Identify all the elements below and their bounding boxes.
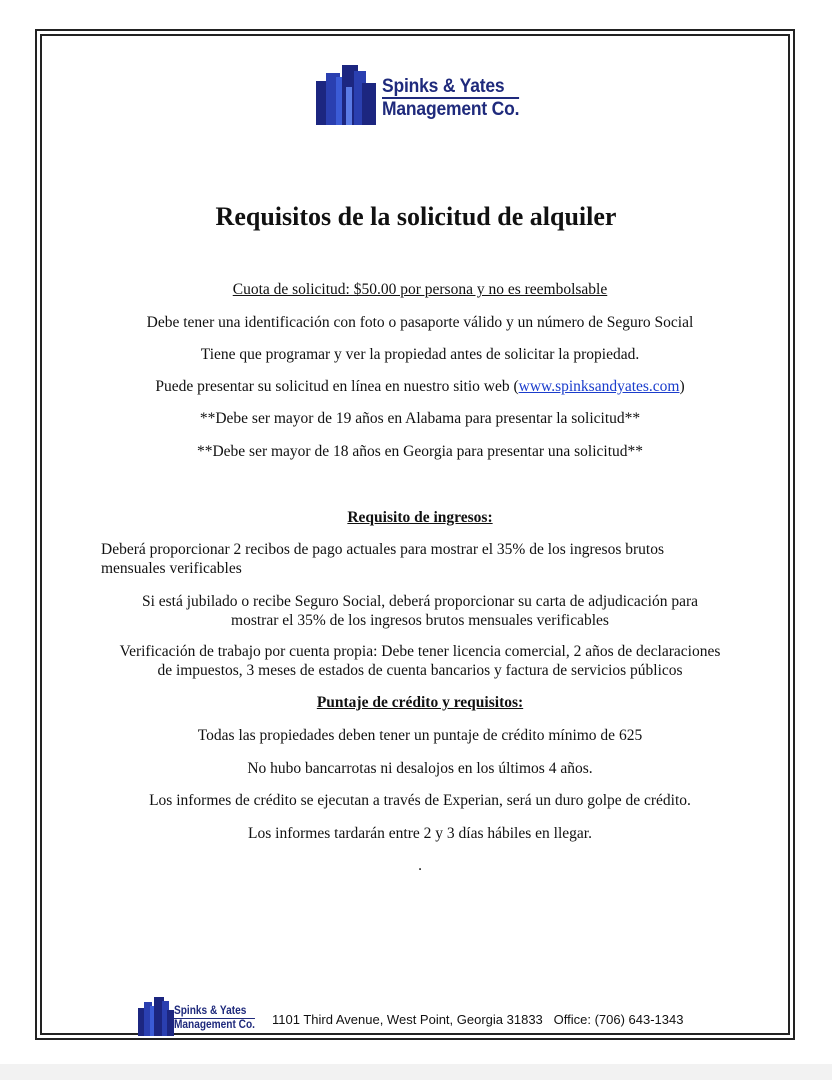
footer-office-phone: Office: (706) 643-1343 (553, 1012, 684, 1027)
age-alabama: **Debe ser mayor de 19 años en Alabama para presentar la solicitud** (199, 410, 641, 427)
report-timing: Los informes tardarán entre 2 y 3 días hábiles en llegar. (248, 825, 592, 842)
schedule-viewing: Tiene que programar y ver la propiedad antes de solicitar la propiedad. (200, 346, 640, 363)
logo-line-2: Management Co. (382, 99, 520, 120)
logo-line-1: Spinks & Yates (382, 76, 505, 97)
buildings-logo-icon (316, 63, 380, 125)
footer-contact (272, 1011, 683, 1029)
experian-note: Los informes de crédito se ejecutan a través de Experian, será un duro golpe de crédito. (149, 792, 691, 809)
footer-address: 1101 Third Avenue, West Point, Georgia 31833 (272, 1012, 543, 1027)
footer-buildings-icon (138, 996, 174, 1036)
online-application (0, 377, 832, 397)
paystub-line-2: mensuales verificables (101, 560, 242, 577)
retired-line-1: Si está jubilado o recibe Seguro Social, deberá proporcionar su carta de adjudicación para (141, 593, 699, 610)
retired-line-2: mostrar el 35% de los ingresos brutos mensuales verificables (231, 612, 609, 629)
self-employed-line-1: Verificación de trabajo por cuenta propia: Debe tener licencia comercial, 2 años de declaraciones (119, 643, 721, 660)
application-fee: Cuota de solicitud: $50.00 por persona y no es reembolsable (232, 281, 608, 298)
credit-heading: Puntaje de crédito y requisitos: (316, 694, 524, 711)
min-credit-score: Todas las propiedades deben tener un puntaje de crédito mínimo de 625 (197, 727, 643, 744)
page-title: Requisitos de la solicitud de alquiler (215, 202, 617, 231)
paystub-line-1: Deberá proporcionar 2 recibos de pago actuales para mostrar el 35% de los ingresos brutos (101, 541, 664, 558)
self-employed-requirement (0, 642, 832, 680)
bottom-strip (0, 1064, 832, 1080)
website-link[interactable]: www.spinksandyates.com (518, 378, 680, 395)
footer-logo-line-1: Spinks & Yates (174, 1005, 247, 1017)
footer-logo (138, 996, 268, 1036)
retired-requirement (0, 592, 832, 630)
income-heading: Requisito de ingresos: (347, 509, 493, 526)
logo-wordmark (382, 76, 519, 120)
no-bankruptcy: No hubo bancarrotas ni desalojos en los últimos 4 años. (247, 760, 593, 777)
paystub-requirement (101, 540, 664, 578)
trailing-dot: . (418, 857, 422, 874)
age-georgia: **Debe ser mayor de 18 años en Georgia para presentar una solicitud** (196, 443, 644, 460)
online-suffix: ) (679, 378, 685, 395)
footer-logo-line-2: Management Co. (174, 1019, 255, 1031)
company-logo (316, 63, 546, 127)
self-employed-line-2: de impuestos, 3 meses de estados de cuenta bancarios y factura de servicios públicos (157, 662, 683, 679)
page-border-inner (40, 34, 790, 1035)
online-prefix: Puede presentar su solicitud en línea en nuestro sitio web ( (155, 378, 519, 395)
footer-wordmark (174, 1005, 255, 1032)
id-requirement: Debe tener una identificación con foto o pasaporte válido y un número de Seguro Social (146, 314, 694, 331)
